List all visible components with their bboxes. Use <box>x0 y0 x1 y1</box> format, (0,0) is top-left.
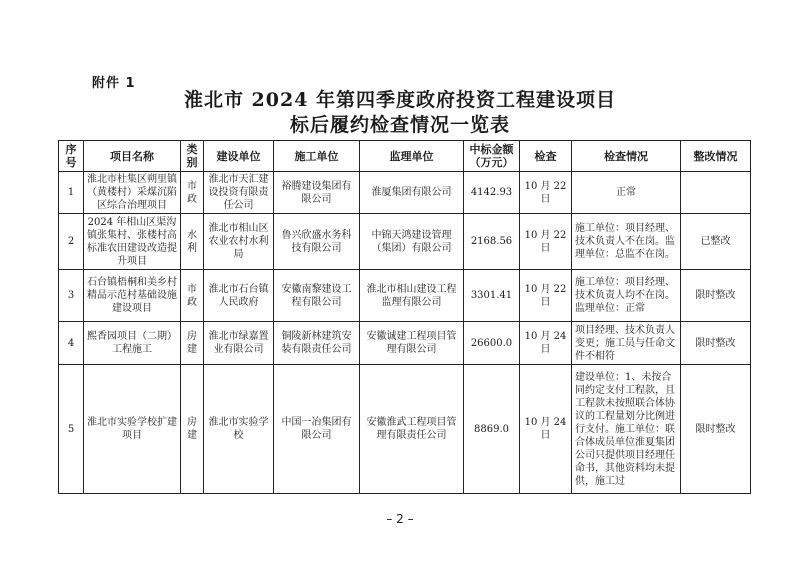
findings: 施工单位：项目经理、技术负责人均不在岗。监理单位：正常 <box>572 270 681 322</box>
rectification-status <box>681 172 751 214</box>
row-number: 3 <box>59 270 84 322</box>
category: 市政 <box>181 270 204 322</box>
contractor: 中国一冶集团有限公司 <box>274 365 360 494</box>
builder: 淮北市相山区农业农村水利局 <box>204 214 274 270</box>
row-number: 2 <box>59 214 84 270</box>
supervisor: 淮厦集团有限公司 <box>360 172 464 214</box>
inspection-date: 10 月 24 日 <box>520 365 572 494</box>
builder: 淮北市绿嘉置业有限公司 <box>204 322 274 365</box>
category: 市政 <box>181 172 204 214</box>
page-number: – 2 – <box>386 512 414 526</box>
header-cell: 监理单位 <box>360 141 464 172</box>
inspection-date: 10 月 22 日 <box>520 270 572 322</box>
builder: 淮北市天汇建设投资有限责任公司 <box>204 172 274 214</box>
bid-amount: 3301.41 <box>464 270 520 322</box>
project-name: 淮北市杜集区朔里镇（黄楼村）采煤沉陷区综合治理项目 <box>84 172 181 214</box>
project-name: 淮北市实验学校扩建项目 <box>84 365 181 494</box>
inspection-date: 10 月 22 日 <box>520 214 572 270</box>
inspection-table <box>58 140 751 494</box>
table-row <box>59 172 751 214</box>
category: 房建 <box>181 365 204 494</box>
table-row <box>59 214 751 270</box>
table-row <box>59 322 751 365</box>
header-cell: 检查情况 <box>572 141 681 172</box>
findings: 建设单位：1、未按合同约定支付工程款，且工程款未按照联合体协议的工程量划分比例进行支付。施工单位：联合体成员单位淮夏集团公司只提供项目经理任命书，其他资料均未提供，施工过 <box>572 365 681 494</box>
project-name: 2024 年相山区渠沟镇张集村、张楼村高标准农田建设改造提升项目 <box>84 214 181 270</box>
attachment-label: 附件 1 <box>92 76 136 91</box>
contractor: 安徽南黎建设工程有限公司 <box>274 270 360 322</box>
project-name: 石台镇梧桐和美乡村精品示范村基础设施建设项目 <box>84 270 181 322</box>
bid-amount: 2168.56 <box>464 214 520 270</box>
findings: 项目经理、技术负责人变更；施工员与任命文件不相符 <box>572 322 681 365</box>
header-cell: 项目名称 <box>84 141 181 172</box>
supervisor: 安徽淮武工程项目管理有限责任公司 <box>360 365 464 494</box>
supervisor: 中锦天鸿建设管理（集团）有限公司 <box>360 214 464 270</box>
contractor: 裕腾建设集团有限公司 <box>274 172 360 214</box>
header-cell: 检查 <box>520 141 572 172</box>
header-cell: 施工单位 <box>274 141 360 172</box>
contractor: 铜陵新林建筑安装有限责任公司 <box>274 322 360 365</box>
project-name: 熙香园项目（二期）工程施工 <box>84 322 181 365</box>
row-number: 4 <box>59 322 84 365</box>
header-cell: 整改情况 <box>681 141 751 172</box>
table-row <box>59 270 751 322</box>
rectification-status: 已整改 <box>681 214 751 270</box>
document-title-line-2: 标后履约检查情况一览表 <box>289 114 510 136</box>
rectification-status: 限时整改 <box>681 322 751 365</box>
category: 水利 <box>181 214 204 270</box>
builder: 淮北市石台镇人民政府 <box>204 270 274 322</box>
bid-amount: 8869.0 <box>464 365 520 494</box>
rectification-status: 限时整改 <box>681 270 751 322</box>
row-number: 1 <box>59 172 84 214</box>
contractor: 鲁兴欣盛水务科技有限公司 <box>274 214 360 270</box>
table-row <box>59 365 751 494</box>
header-cell: 类别 <box>181 141 204 172</box>
rectification-status: 限时整改 <box>681 365 751 494</box>
bid-amount: 4142.93 <box>464 172 520 214</box>
header-cell: 序号 <box>59 141 84 172</box>
supervisor: 安徽诚建工程项目管理有限公司 <box>360 322 464 365</box>
category: 房建 <box>181 322 204 365</box>
document-title-line-1: 淮北市 2024 年第四季度政府投资工程建设项目 <box>183 89 617 111</box>
builder: 淮北市实验学校 <box>204 365 274 494</box>
inspection-date: 10 月 24 日 <box>520 322 572 365</box>
header-cell: 中标金额（万元） <box>464 141 520 172</box>
table-header-row <box>59 141 751 172</box>
findings: 施工单位：项目经理、技术负责人不在岗。监理单位：总监不在岗。 <box>572 214 681 270</box>
inspection-date: 10 月 22 日 <box>520 172 572 214</box>
supervisor: 淮北市相山建设工程监理有限公司 <box>360 270 464 322</box>
header-cell: 建设单位 <box>204 141 274 172</box>
findings: 正常 <box>572 172 681 214</box>
row-number: 5 <box>59 365 84 494</box>
bid-amount: 26600.0 <box>464 322 520 365</box>
